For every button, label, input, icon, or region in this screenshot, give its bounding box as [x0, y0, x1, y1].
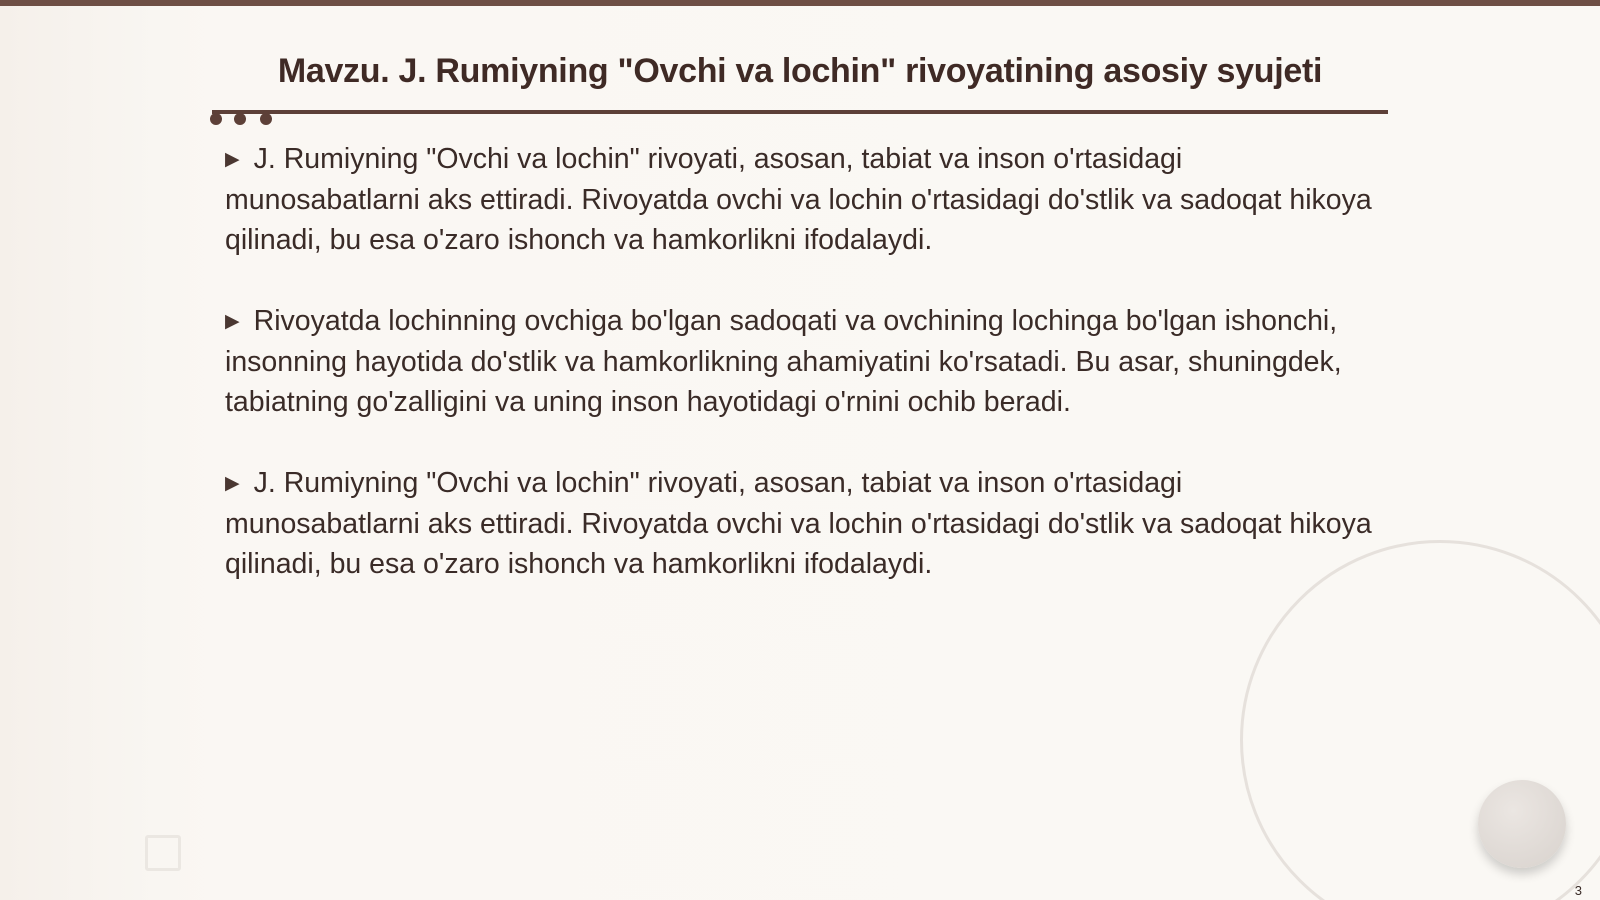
bullet-item-3	[225, 463, 1385, 584]
bullet-list	[225, 139, 1385, 625]
decorative-square	[145, 835, 181, 871]
decorative-ball	[1478, 780, 1566, 868]
bullet-text-2: Rivoyatda lochinning ovchiga bo'lgan sadoqati va ovchining lochinga bo'lgan ishonchi, insonning hayotida do'stlik va hamkorlikning ahamiyatini ko'rsatadi. Bu asar, shuningdek, tabiatning go'zalligini va uning inson hayotidagi o'rnini ochib beradi.	[225, 305, 1342, 418]
bullet-arrow-icon: ▶	[225, 311, 240, 332]
slide-title: Mavzu. J. Rumiyning "Ovchi va lochin" rivoyatining asosiy syujeti	[277, 52, 1323, 90]
title-dot-3	[260, 113, 272, 125]
bullet-item-2	[225, 301, 1385, 422]
bullet-arrow-icon: ▶	[225, 149, 240, 170]
bullet-item-1	[225, 139, 1385, 260]
page-number: 3	[1574, 883, 1582, 898]
top-accent-bar	[0, 0, 1600, 6]
title-underline	[212, 110, 1388, 114]
bullet-arrow-icon: ▶	[225, 473, 240, 494]
title-dot-2	[234, 113, 246, 125]
bullet-text-1: J. Rumiyning "Ovchi va lochin" rivoyati, asosan, tabiat va inson o'rtasidagi munosabatlarni aks ettiradi. Rivoyatda ovchi va lochin o'rtasidagi do'stlik va sadoqat hikoya qilinadi, bu esa o'zaro ishonch va hamkorlikni ifodalaydi.	[225, 143, 1372, 256]
title-dot-1	[210, 113, 222, 125]
bullet-text-3: J. Rumiyning "Ovchi va lochin" rivoyati, asosan, tabiat va inson o'rtasidagi munosabatlarni aks ettiradi. Rivoyatda ovchi va lochin o'rtasidagi do'stlik va sadoqat hikoya qilinadi, bu esa o'zaro ishonch va hamkorlikni ifodalaydi.	[225, 467, 1372, 580]
